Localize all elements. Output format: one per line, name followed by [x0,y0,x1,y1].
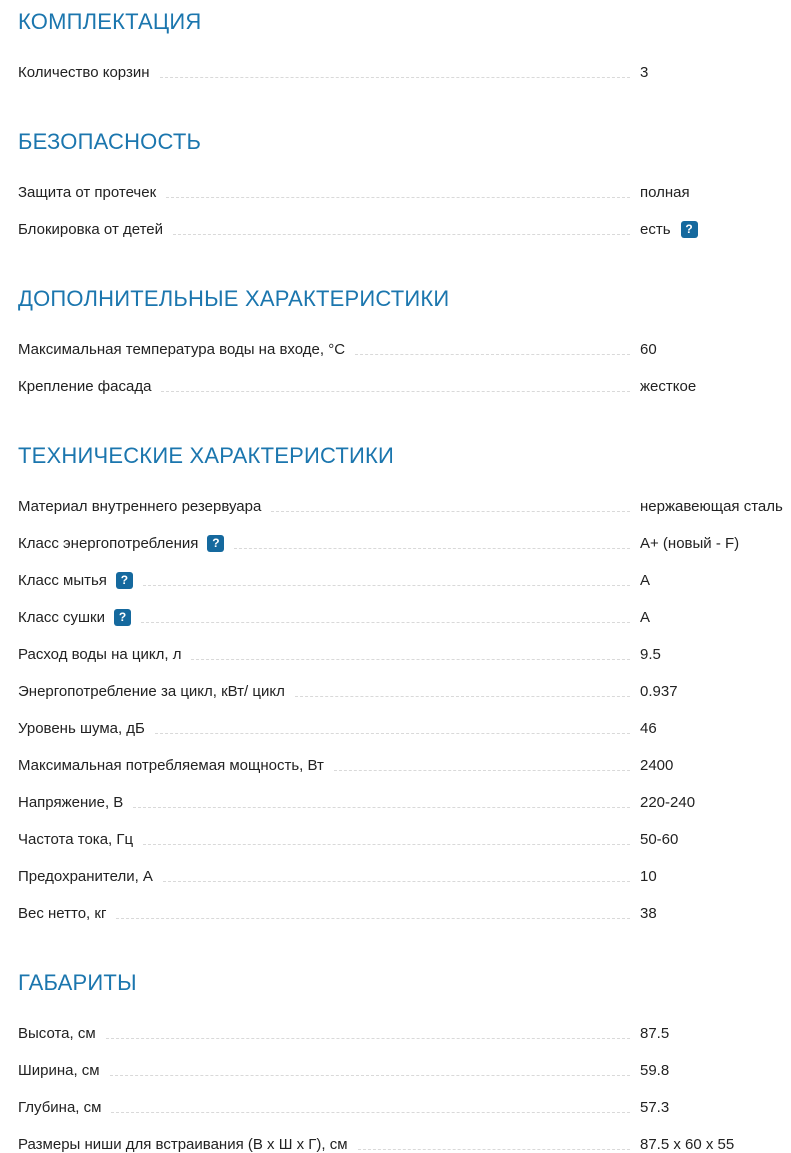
spec-row [18,221,791,238]
spec-section [18,129,791,238]
spec-value-text: A [640,609,651,626]
spec-row [18,831,791,848]
spec-row [18,341,791,358]
spec-section [18,443,791,922]
section-title: КОМПЛЕКТАЦИЯ [18,9,202,34]
dotted-leader [191,659,630,660]
spec-label-text: Частота тока, Гц [18,831,134,848]
question-help-icon[interactable]: ? [114,609,131,626]
spec-value-text: есть [640,221,671,238]
spec-value-text: 87.5 x 60 x 55 [640,1136,735,1153]
spec-value [640,720,791,737]
spec-value-text: 60 [640,341,657,358]
spec-value [640,341,791,358]
spec-label-text: Напряжение, В [18,794,124,811]
spec-row [18,1099,791,1116]
spec-row [18,535,791,552]
spec-value-text: 38 [640,905,657,922]
spec-value-text: 57.3 [640,1099,670,1116]
spec-value [640,64,791,81]
spec-row [18,378,791,395]
spec-label [18,184,156,201]
spec-label-text: Максимальная температура воды на входе, °С [18,341,346,358]
spec-value [640,535,791,552]
spec-value-text: A+ (новый - F) [640,535,740,552]
spec-label-text: Материал внутреннего резервуара [18,498,262,515]
spec-value [640,1099,791,1116]
spec-value-text: полная [640,184,690,201]
spec-value [640,184,791,201]
dotted-leader [111,1112,630,1113]
spec-label [18,1099,101,1116]
spec-row [18,683,791,700]
spec-label [18,572,133,589]
spec-row [18,572,791,589]
dotted-leader [143,844,630,845]
spec-label-text: Класс энергопотребления [18,535,199,552]
spec-label-text: Класс мытья [18,572,107,589]
spec-value [640,1025,791,1042]
spec-section [18,970,791,1153]
dotted-leader [116,918,630,919]
spec-row [18,646,791,663]
spec-label [18,378,151,395]
dotted-leader [133,807,630,808]
spec-label-text: Максимальная потребляемая мощность, Вт [18,757,324,774]
spec-label-text: Количество корзин [18,64,150,81]
question-help-icon[interactable]: ? [207,535,224,552]
spec-label [18,498,261,515]
dotted-leader [295,696,630,697]
spec-label [18,868,153,885]
dotted-leader [160,77,630,78]
spec-section [18,9,791,81]
spec-label [18,221,163,238]
spec-value [640,683,791,700]
spec-label-text: Предохранители, А [18,868,153,885]
spec-value [640,572,791,589]
spec-row [18,757,791,774]
spec-label [18,1062,100,1079]
question-help-icon[interactable]: ? [116,572,133,589]
spec-value-text: 50-60 [640,831,679,848]
spec-label-text: Высота, см [18,1025,96,1042]
dotted-leader [234,548,630,549]
spec-row [18,609,791,626]
spec-value-text: 46 [640,720,657,737]
section-title: ТЕХНИЧЕСКИЕ ХАРАКТЕРИСТИКИ [18,443,394,468]
spec-value-text: 3 [640,64,649,81]
spec-label-text: Блокировка от детей [18,221,164,238]
spec-value-text: A [640,572,651,589]
spec-value [640,221,791,238]
dotted-leader [173,234,630,235]
spec-label-text: Энергопотребление за цикл, кВт/ цикл [18,683,285,700]
spec-label-text: Вес нетто, кг [18,905,107,922]
spec-label-text: Глубина, см [18,1099,102,1116]
spec-label [18,64,150,81]
spec-value-text: 87.5 [640,1025,670,1042]
spec-row [18,794,791,811]
spec-value [640,831,791,848]
dotted-leader [110,1075,630,1076]
dotted-leader [106,1038,630,1039]
spec-label-text: Класс сушки [18,609,105,626]
spec-label-text: Расход воды на цикл, л [18,646,182,663]
spec-value [640,646,791,663]
spec-value-text: 220-240 [640,794,696,811]
spec-label [18,757,324,774]
spec-value [640,609,791,626]
spec-label-text: Защита от протечек [18,184,157,201]
spec-value-text: нержавеющая сталь [640,498,783,515]
spec-row [18,905,791,922]
spec-value-text: жесткое [640,378,697,395]
spec-label [18,341,345,358]
spec-row [18,1062,791,1079]
spec-sections [18,9,791,1153]
spec-row [18,498,791,515]
spec-value [640,868,791,885]
spec-value [640,905,791,922]
spec-label [18,535,224,552]
question-help-icon[interactable]: ? [681,221,698,238]
dotted-leader [358,1149,630,1150]
specifications-page [18,9,791,1153]
spec-label-text: Ширина, см [18,1062,100,1079]
spec-row [18,64,791,81]
spec-label [18,1025,96,1042]
spec-value [640,498,791,515]
dotted-leader [355,354,630,355]
spec-value [640,378,791,395]
dotted-leader [141,622,630,623]
dotted-leader [155,733,630,734]
dotted-leader [271,511,630,512]
spec-label [18,646,181,663]
spec-row [18,184,791,201]
spec-label-text: Размеры ниши для встраивания (В x Ш x Г), см [18,1136,348,1153]
spec-label [18,794,123,811]
spec-label-text: Уровень шума, дБ [18,720,145,737]
spec-row [18,868,791,885]
spec-value-text: 0.937 [640,683,678,700]
dotted-leader [166,197,630,198]
spec-row [18,1136,791,1153]
spec-value-text: 10 [640,868,657,885]
spec-row [18,1025,791,1042]
spec-label [18,720,145,737]
dotted-leader [163,881,630,882]
spec-section [18,286,791,395]
spec-value-text: 59.8 [640,1062,670,1079]
section-title: БЕЗОПАСНОСТЬ [18,129,202,154]
spec-value-text: 2400 [640,757,674,774]
section-title: ДОПОЛНИТЕЛЬНЫЕ ХАРАКТЕРИСТИКИ [18,286,450,311]
spec-label [18,831,133,848]
spec-row [18,720,791,737]
spec-label [18,683,285,700]
spec-label [18,1136,348,1153]
spec-value-text: 9.5 [640,646,661,663]
spec-label [18,609,131,626]
dotted-leader [161,391,630,392]
spec-value [640,757,791,774]
spec-value [640,794,791,811]
dotted-leader [334,770,630,771]
section-title: ГАБАРИТЫ [18,970,137,995]
spec-value [640,1136,791,1153]
spec-label [18,905,106,922]
spec-value [640,1062,791,1079]
dotted-leader [143,585,630,586]
spec-label-text: Крепление фасада [18,378,152,395]
